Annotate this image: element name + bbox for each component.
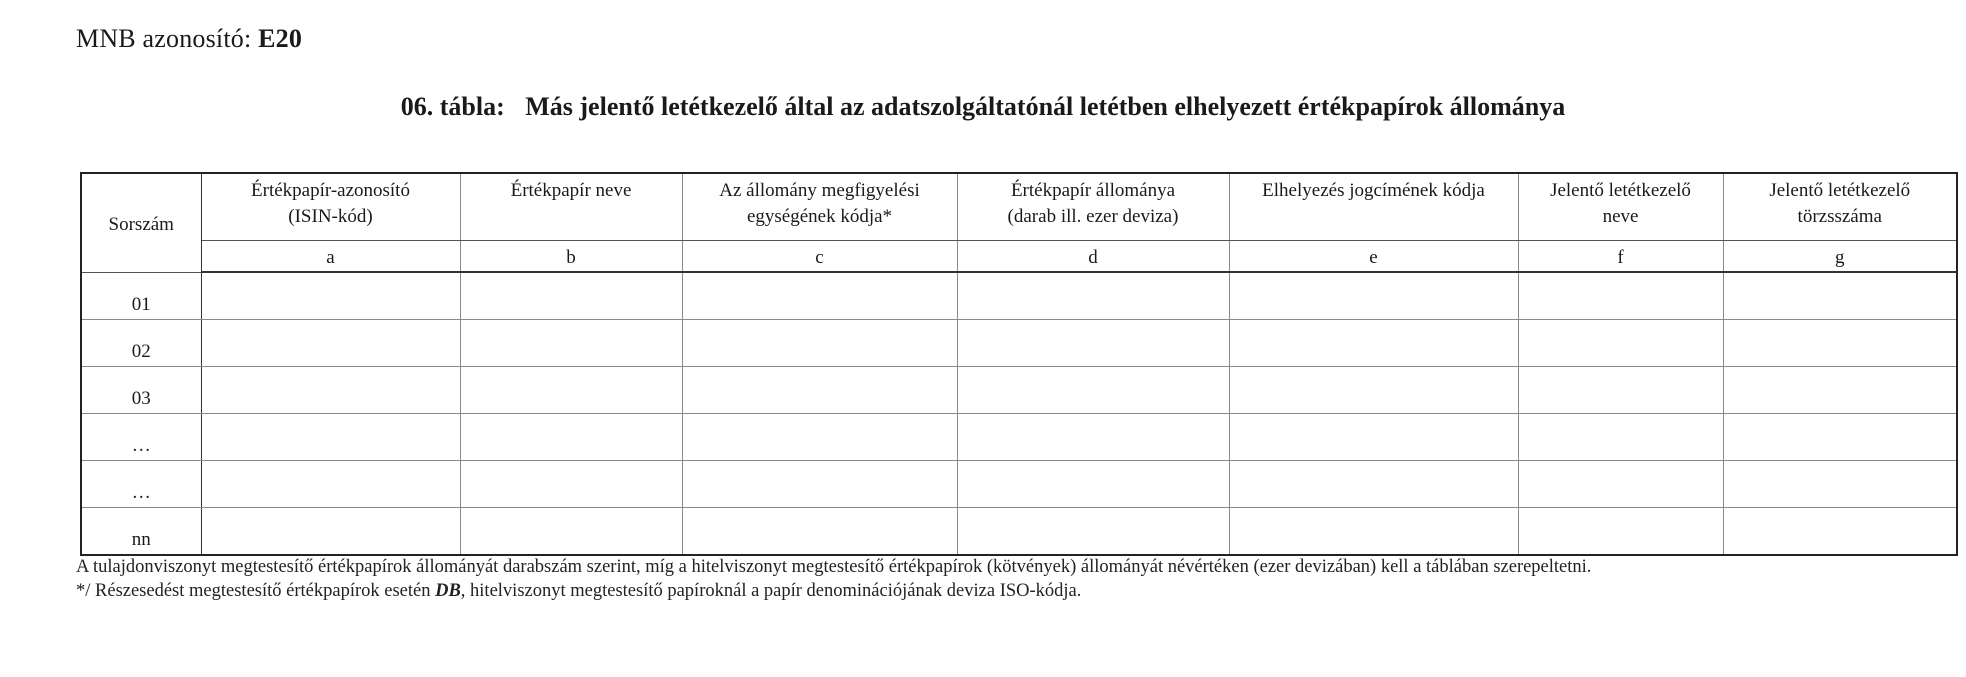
- table-cell[interactable]: [682, 272, 957, 319]
- table-cell[interactable]: [1518, 366, 1723, 413]
- table-cell[interactable]: [460, 366, 682, 413]
- table-cell[interactable]: [201, 507, 460, 555]
- table-cell[interactable]: [1229, 272, 1518, 319]
- table-cell[interactable]: [957, 366, 1229, 413]
- table-cell[interactable]: [1518, 413, 1723, 460]
- table-cell[interactable]: [1723, 319, 1957, 366]
- column-header-line2: törzsszáma: [1797, 206, 1882, 227]
- column-header-line2: (darab ill. ezer deviza): [1007, 206, 1179, 227]
- table-number: 06. tábla:: [400, 92, 505, 121]
- table-row: [81, 366, 1957, 413]
- table-cell[interactable]: [1518, 272, 1723, 319]
- column-letter: d: [957, 241, 1229, 273]
- table-cell[interactable]: [682, 319, 957, 366]
- table-cell[interactable]: [460, 272, 682, 319]
- column-header-sorszam: Sorszám: [81, 173, 201, 272]
- row-number: 01: [81, 272, 201, 319]
- column-header-custodian-name: [1518, 173, 1723, 241]
- column-header-line1: Értékpapír állománya: [1010, 180, 1176, 201]
- column-letter: a: [201, 241, 460, 273]
- column-letter: b: [460, 241, 682, 273]
- column-header-name: [460, 173, 682, 241]
- securities-table: [80, 172, 1958, 556]
- row-number: …: [81, 460, 201, 507]
- table-cell[interactable]: [460, 507, 682, 555]
- table-row: [81, 319, 1957, 366]
- mnb-identifier: [76, 24, 302, 54]
- column-letter-row: [81, 241, 1957, 273]
- column-header-observation-unit: [682, 173, 957, 241]
- row-number: …: [81, 413, 201, 460]
- column-header-row: [81, 173, 1957, 241]
- footnotes: [76, 555, 1591, 603]
- footnote-asterisk-emphasis: DB: [435, 581, 461, 601]
- table-cell[interactable]: [201, 272, 460, 319]
- table-cell[interactable]: [201, 413, 460, 460]
- table-cell[interactable]: [1229, 460, 1518, 507]
- table-cell[interactable]: [1723, 272, 1957, 319]
- table-cell[interactable]: [957, 413, 1229, 460]
- column-header-holding: [957, 173, 1229, 241]
- footnote-asterisk-prefix: */ Részesedést megtestesítő értékpapírok esetén: [76, 581, 431, 601]
- table-cell[interactable]: [957, 272, 1229, 319]
- table-row: [81, 272, 1957, 319]
- column-header-custodian-id: [1723, 173, 1957, 241]
- table-cell[interactable]: [1518, 319, 1723, 366]
- table-cell[interactable]: [682, 366, 957, 413]
- column-header-line1: Jelentő letétkezelő: [1769, 180, 1911, 201]
- table-cell[interactable]: [682, 507, 957, 555]
- column-header-line2: (ISIN-kód): [288, 206, 373, 227]
- column-letter: e: [1229, 241, 1518, 273]
- row-number: 03: [81, 366, 201, 413]
- table-row: [81, 460, 1957, 507]
- column-letter: c: [682, 241, 957, 273]
- table-cell[interactable]: [957, 319, 1229, 366]
- table-cell[interactable]: [201, 319, 460, 366]
- table-cell[interactable]: [1723, 460, 1957, 507]
- table-cell[interactable]: [460, 319, 682, 366]
- footnote-asterisk: [76, 579, 1591, 603]
- column-header-line1: Jelentő letétkezelő: [1550, 180, 1691, 201]
- column-header-line1: Értékpapír neve: [510, 180, 632, 201]
- footnote-asterisk-suffix: , hitelviszonyt megtestesítő papíroknál a papír denominációjának deviza ISO-kódja.: [460, 581, 1082, 601]
- table-cell[interactable]: [1518, 460, 1723, 507]
- footnote-general: A tulajdonviszonyt megtestesítő értékpapírok állományát darabszám szerint, míg a hitelviszonyt megtestesítő értékpapírok (kötvények) állományát névértéken (ezer devizában) kell a táblában szerepeltetni.: [76, 557, 1592, 577]
- table-cell[interactable]: [1229, 319, 1518, 366]
- column-header-line2: egységének kódja*: [746, 206, 893, 227]
- table-row: [81, 413, 1957, 460]
- column-header-isin: [201, 173, 460, 241]
- column-header-placement-code: [1229, 173, 1518, 241]
- table-cell[interactable]: [201, 366, 460, 413]
- column-header-line2: neve: [1602, 206, 1639, 227]
- table-cell[interactable]: [682, 460, 957, 507]
- table-cell[interactable]: [460, 460, 682, 507]
- table-cell[interactable]: [682, 413, 957, 460]
- row-number: nn: [81, 507, 201, 555]
- table-cell[interactable]: [957, 460, 1229, 507]
- table-cell[interactable]: [1229, 413, 1518, 460]
- table-row: [81, 507, 1957, 555]
- column-letter: g: [1723, 241, 1957, 273]
- table-cell[interactable]: [460, 413, 682, 460]
- column-header-line1: Elhelyezés jogcímének kódja: [1262, 180, 1485, 201]
- column-header-line1: Az állomány megfigyelési: [719, 180, 920, 201]
- mnb-label: MNB azonosító:: [76, 24, 252, 53]
- row-number: 02: [81, 319, 201, 366]
- table-title-text: Más jelentő letétkezelő által az adatszolgáltatónál letétben elhelyezett értékpapírok állománya: [525, 92, 1566, 121]
- column-header-line1: Értékpapír-azonosító: [251, 180, 410, 201]
- table-cell[interactable]: [1518, 507, 1723, 555]
- table-cell[interactable]: [1229, 507, 1518, 555]
- table-cell[interactable]: [1723, 366, 1957, 413]
- table-title: [0, 92, 1966, 122]
- column-letter: f: [1518, 241, 1723, 273]
- table-cell[interactable]: [201, 460, 460, 507]
- table-cell[interactable]: [1723, 507, 1957, 555]
- table-cell[interactable]: [1229, 366, 1518, 413]
- mnb-code: E20: [258, 24, 303, 53]
- table-cell[interactable]: [957, 507, 1229, 555]
- table-cell[interactable]: [1723, 413, 1957, 460]
